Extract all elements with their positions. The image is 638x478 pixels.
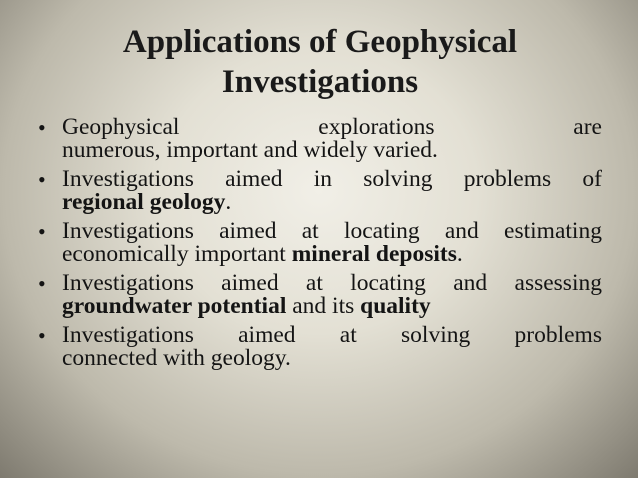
bullet-line bbox=[62, 295, 602, 318]
word: aimed bbox=[238, 322, 296, 348]
title-line-1: Applications of Geophysical bbox=[122, 24, 518, 60]
word: Investigations bbox=[62, 166, 194, 192]
bullet-list bbox=[38, 116, 602, 376]
word: and bbox=[453, 270, 488, 296]
bullet-line bbox=[62, 324, 602, 347]
word: aimed bbox=[225, 166, 283, 192]
bullet-dot-icon: • bbox=[38, 271, 46, 296]
bold-term: quality bbox=[360, 293, 431, 319]
bullet-line bbox=[62, 272, 602, 295]
text: and its bbox=[286, 293, 361, 319]
word: of bbox=[582, 166, 602, 192]
bullet-line bbox=[62, 243, 602, 266]
word: problems bbox=[463, 166, 552, 192]
bullet-item bbox=[38, 220, 602, 266]
title-line-2: Investigations bbox=[221, 64, 419, 100]
bullet-line bbox=[62, 191, 602, 214]
slide-title bbox=[60, 22, 580, 102]
bullet-item bbox=[38, 168, 602, 214]
word: Investigations bbox=[62, 270, 194, 296]
word: explorations bbox=[318, 114, 435, 140]
word: and bbox=[444, 218, 479, 244]
text: . bbox=[456, 241, 463, 267]
bullet-item bbox=[38, 324, 602, 370]
bullet-dot-icon: • bbox=[38, 323, 46, 348]
word: Investigations bbox=[62, 218, 194, 244]
word: aimed bbox=[219, 218, 277, 244]
bullet-item bbox=[38, 116, 602, 162]
word: Investigations bbox=[62, 322, 194, 348]
word: locating bbox=[350, 270, 426, 296]
text: . bbox=[225, 189, 232, 215]
bullet-line bbox=[62, 168, 602, 191]
bullet-dot-icon: • bbox=[38, 115, 46, 140]
word: assessing bbox=[514, 270, 602, 296]
word: estimating bbox=[504, 218, 602, 244]
bullet-line bbox=[62, 116, 602, 139]
word: problems bbox=[514, 322, 602, 348]
bold-term: groundwater potential bbox=[62, 293, 287, 319]
word: at bbox=[305, 270, 323, 296]
bullet-line bbox=[62, 220, 602, 243]
bullet-line: connected with geology. bbox=[62, 345, 291, 371]
bold-term: regional geology bbox=[62, 189, 226, 215]
word: solving bbox=[363, 166, 433, 192]
word: locating bbox=[343, 218, 420, 244]
bullet-line: numerous, important and widely varied. bbox=[62, 137, 438, 163]
word: Geophysical bbox=[62, 114, 180, 140]
word: at bbox=[301, 218, 319, 244]
word: in bbox=[313, 166, 333, 192]
bullet-dot-icon: • bbox=[38, 219, 46, 244]
word: at bbox=[339, 322, 357, 348]
bold-term: mineral deposits bbox=[291, 241, 457, 267]
bullet-dot-icon: • bbox=[38, 167, 46, 192]
text: economically important bbox=[62, 241, 292, 267]
word: are bbox=[573, 114, 602, 140]
bullet-item bbox=[38, 272, 602, 318]
word: aimed bbox=[221, 270, 279, 296]
word: solving bbox=[401, 322, 471, 348]
